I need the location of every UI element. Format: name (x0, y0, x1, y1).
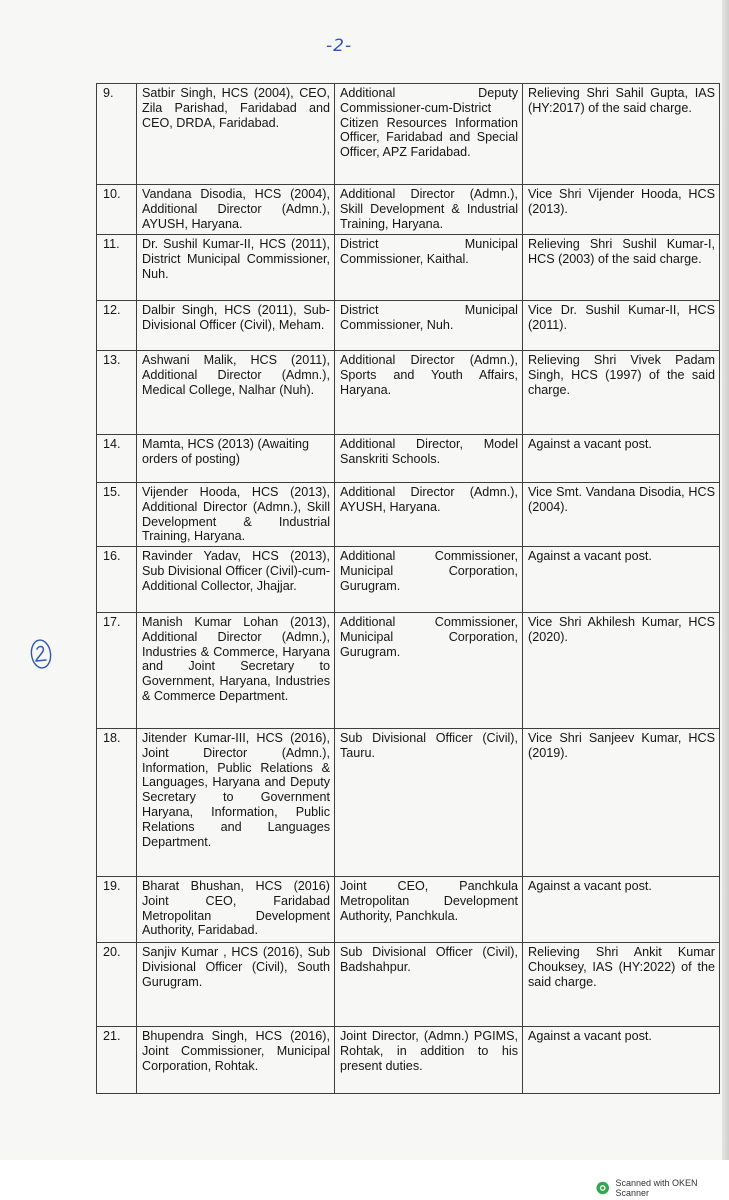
officer-details: Ravinder Yadav, HCS (2013), Sub Divisional Officer (Civil)-cum-Additional Collector, Jhajjar. (137, 547, 335, 613)
table-row (97, 435, 720, 483)
officer-details: Satbir Singh, HCS (2004), CEO, Zila Parishad, Faridabad and CEO, DRDA, Faridabad. (137, 84, 335, 185)
officer-details: Sanjiv Kumar , HCS (2016), Sub Divisional Officer (Civil), South Gurugram. (137, 943, 335, 1027)
remarks: Vice Smt. Vandana Disodia, HCS (2004). (523, 483, 720, 547)
serial-number: 16. (97, 547, 137, 613)
remarks: Vice Shri Vijender Hooda, HCS (2013). (523, 185, 720, 235)
page-edge (722, 0, 729, 1160)
posted-as: Additional Commissioner, Municipal Corporation, Gurugram. (335, 547, 523, 613)
posted-as: Additional Director (Admn.), AYUSH, Haryana. (335, 483, 523, 547)
posting-orders-table (96, 83, 720, 1094)
handwritten-2-mark-icon (28, 636, 54, 672)
table-row (97, 547, 720, 613)
posted-as: District Municipal Commissioner, Nuh. (335, 301, 523, 351)
serial-number: 9. (97, 84, 137, 185)
scanner-label: Scanned with OKEN Scanner (615, 1178, 698, 1198)
table-row (97, 301, 720, 351)
serial-number: 12. (97, 301, 137, 351)
officer-details: Manish Kumar Lohan (2013), Additional Director (Admn.), Industries & Commerce, Haryana and Joint Secretary to Government, Haryana, Industries & Commerce Department. (137, 613, 335, 729)
serial-number: 19. (97, 877, 137, 943)
posted-as: Joint Director, (Admn.) PGIMS, Rohtak, in addition to his present duties. (335, 1027, 523, 1094)
officer-details: Ashwani Malik, HCS (2011), Additional Director (Admn.), Medical College, Nalhar (Nuh). (137, 351, 335, 435)
remarks: Against a vacant post. (523, 435, 720, 483)
posted-as: Additional Director (Admn.), Sports and Youth Affairs, Haryana. (335, 351, 523, 435)
table-row (97, 235, 720, 301)
serial-number: 18. (97, 729, 137, 877)
posted-as: Additional Commissioner, Municipal Corporation, Gurugram. (335, 613, 523, 729)
remarks: Against a vacant post. (523, 547, 720, 613)
posted-as: Additional Deputy Commissioner-cum-District Citizen Resources Information Officer, Faridabad and Special Officer, APZ Faridabad. (335, 84, 523, 185)
serial-number: 10. (97, 185, 137, 235)
remarks: Vice Shri Sanjeev Kumar, HCS (2019). (523, 729, 720, 877)
table-row (97, 84, 720, 185)
remarks: Relieving Shri Sushil Kumar-I, HCS (2003) of the said charge. (523, 235, 720, 301)
posted-as: District Municipal Commissioner, Kaithal. (335, 235, 523, 301)
table-row (97, 877, 720, 943)
officer-details: Dr. Sushil Kumar-II, HCS (2011), District Municipal Commissioner, Nuh. (137, 235, 335, 301)
serial-number: 17. (97, 613, 137, 729)
posted-as: Joint CEO, Panchkula Metropolitan Development Authority, Panchkula. (335, 877, 523, 943)
officer-details: Dalbir Singh, HCS (2011), Sub-Divisional Officer (Civil), Meham. (137, 301, 335, 351)
remarks: Relieving Shri Ankit Kumar Chouksey, IAS (HY:2022) of the said charge. (523, 943, 720, 1027)
remarks: Relieving Shri Sahil Gupta, IAS (HY:2017) of the said charge. (523, 84, 720, 185)
serial-number: 14. (97, 435, 137, 483)
serial-number: 21. (97, 1027, 137, 1094)
posted-as: Additional Director, Model Sanskriti Schools. (335, 435, 523, 483)
table-row (97, 943, 720, 1027)
table-row (97, 483, 720, 547)
oken-scanner-logo-icon (596, 1181, 609, 1195)
remarks: Vice Dr. Sushil Kumar-II, HCS (2011). (523, 301, 720, 351)
remarks: Vice Shri Akhilesh Kumar, HCS (2020). (523, 613, 720, 729)
serial-number: 13. (97, 351, 137, 435)
table-row (97, 1027, 720, 1094)
table-row (97, 729, 720, 877)
officer-details: Bhupendra Singh, HCS (2016), Joint Commissioner, Municipal Corporation, Rohtak. (137, 1027, 335, 1094)
remarks: Against a vacant post. (523, 877, 720, 943)
posted-as: Sub Divisional Officer (Civil), Tauru. (335, 729, 523, 877)
table-row (97, 351, 720, 435)
officer-details: Vijender Hooda, HCS (2013), Additional Director (Admn.), Skill Development & Industrial Training, Haryana. (137, 483, 335, 547)
officer-details: Bharat Bhushan, HCS (2016) Joint CEO, Faridabad Metropolitan Development Authority, Faridabad. (137, 877, 335, 943)
officer-details: Mamta, HCS (2013) (Awaiting orders of posting) (137, 435, 335, 483)
table-row (97, 185, 720, 235)
serial-number: 11. (97, 235, 137, 301)
posted-as: Sub Divisional Officer (Civil), Badshahpur. (335, 943, 523, 1027)
page-number: -2- (326, 36, 353, 56)
remarks: Relieving Shri Vivek Padam Singh, HCS (1997) of the said charge. (523, 351, 720, 435)
serial-number: 15. (97, 483, 137, 547)
remarks: Against a vacant post. (523, 1027, 720, 1094)
table-row (97, 613, 720, 729)
officer-details: Vandana Disodia, HCS (2004), Additional Director (Admn.), AYUSH, Haryana. (137, 185, 335, 235)
posted-as: Additional Director (Admn.), Skill Development & Industrial Training, Haryana. (335, 185, 523, 235)
scanner-watermark (596, 1178, 729, 1198)
officer-details: Jitender Kumar-III, HCS (2016), Joint Director (Admn.), Information, Public Relations & Languages, Haryana and Deputy Secretary to Government Haryana, Information, Public Relations and Languages Department. (137, 729, 335, 877)
serial-number: 20. (97, 943, 137, 1027)
